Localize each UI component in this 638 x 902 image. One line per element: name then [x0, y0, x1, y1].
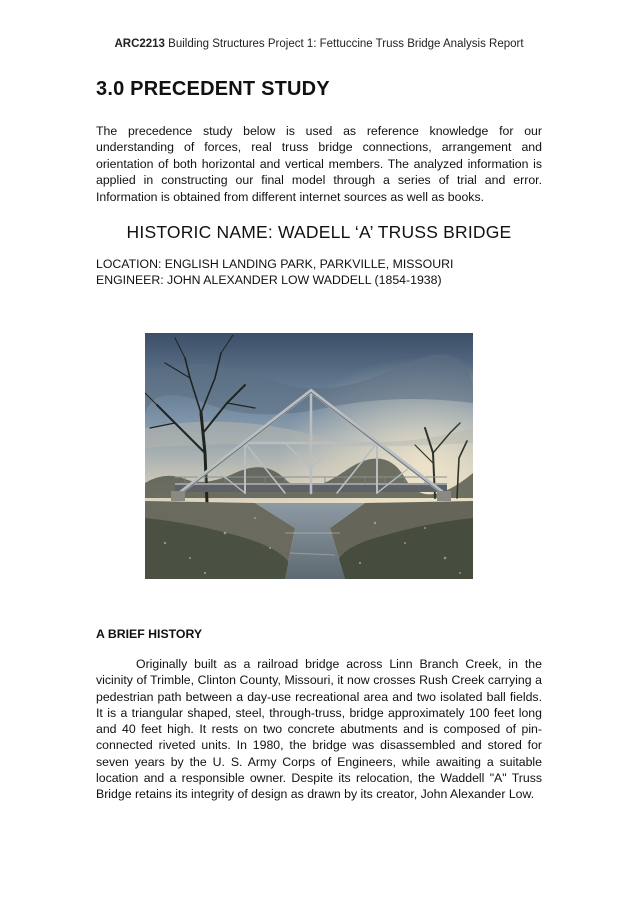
- engineer-line: ENGINEER: JOHN ALEXANDER LOW WADDELL (1854-1938): [96, 272, 442, 287]
- brief-history-title: A BRIEF HISTORY: [96, 627, 203, 641]
- bridge-photo: [145, 333, 473, 579]
- bridge-meta: [96, 257, 453, 288]
- report-title: Building Structures Project 1: Fettuccine Truss Bridge Analysis Report: [164, 38, 524, 50]
- location-line: LOCATION: ENGLISH LANDING PARK, PARKVILLE, MISSOURI: [96, 257, 454, 271]
- intro-paragraph: The precedence study below is used as reference knowledge for our understanding of forces, real truss bridge connections, arrangement and orientation of both horizontal and vertical members. The analyzed information is applied in constructing our final model through a series of trial and error. Information is obtained from different internet sources as well as books.: [96, 124, 542, 204]
- page-header: [0, 38, 638, 50]
- historic-name: HISTORIC NAME: WADELL ‘A’ TRUSS BRIDGE: [126, 222, 512, 242]
- course-code: ARC2213: [114, 38, 165, 50]
- section-title: 3.0 PRECEDENT STUDY: [96, 78, 330, 100]
- brief-history-paragraph: Originally built as a railroad bridge across Linn Branch Creek, in the vicinity of Trimble, Clinton County, Missouri, it now crosses Rush Creek carrying a pedestrian path between a day-use recreational area and two isolated ball fields. It is a triangular shaped, steel, through-truss, bridge approximately 100 feet long and 40 feet high. It rests on two concrete abutments and is composed of pin-connected riveted units. In 1980, the bridge was disassembled and stored for seven years by the U. S. Army Corps of Engineers, while awaiting a suitable location and a responsible owner. Despite its relocation, the Waddell "A" Truss Bridge retains its integrity of design as drawn by its creator, John Alexander Low.: [96, 657, 542, 802]
